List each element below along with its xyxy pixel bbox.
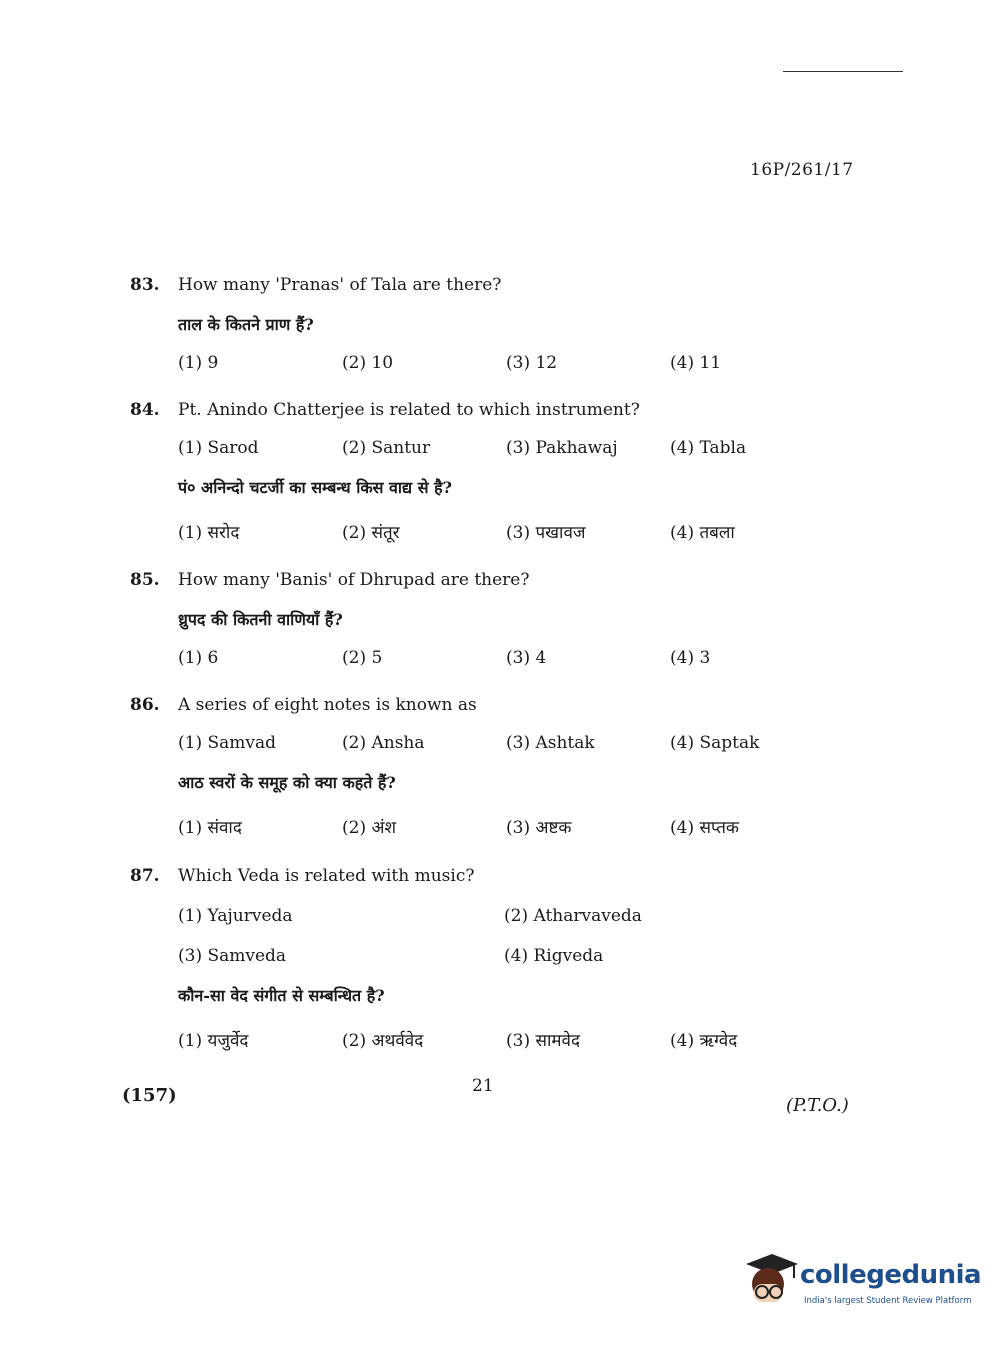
option-1-en: (1) Sarod xyxy=(178,438,259,458)
question-text-hi: ताल के कितने प्राण हैं? xyxy=(178,315,314,334)
question-number: 86. xyxy=(130,695,160,715)
logo-tagline: India's largest Student Review Platform xyxy=(804,1296,972,1306)
question-text-en: Which Veda is related with music? xyxy=(178,866,475,886)
option-1-en: (1) Samvad xyxy=(178,733,277,753)
question-text-en: Pt. Anindo Chatterjee is related to which instrument? xyxy=(178,400,640,420)
question-text-hi: ध्रुपद की कितनी वाणियाँ हैं? xyxy=(178,610,343,629)
question-text-en: How many 'Banis' of Dhrupad are there? xyxy=(178,570,530,590)
option-4-hi: (4) ऋग्वेद xyxy=(670,1031,738,1051)
option-2-en: (2) Atharvaveda xyxy=(504,906,642,926)
question-number: 84. xyxy=(130,400,160,420)
option-3-en: (3) Ashtak xyxy=(506,733,595,753)
option-3-en: (3) Pakhawaj xyxy=(506,438,618,458)
option-2-hi: (2) अथर्ववेद xyxy=(342,1031,424,1051)
option-4-en: (4) Rigveda xyxy=(504,946,604,966)
option-2: (2) 10 xyxy=(342,353,394,373)
top-rule xyxy=(783,71,903,72)
question-87 xyxy=(130,866,830,1058)
option-4-hi: (4) तबला xyxy=(670,523,735,543)
question-text-en: A series of eight notes is known as xyxy=(178,695,477,715)
question-86 xyxy=(130,695,830,845)
question-number: 83. xyxy=(130,275,160,295)
page-number: 21 xyxy=(472,1076,494,1096)
option-3-hi: (3) सामवेद xyxy=(506,1031,581,1051)
option-1-hi: (1) यजुर्वेद xyxy=(178,1031,249,1051)
option-4-en: (4) Tabla xyxy=(670,438,747,458)
option-3: (3) 4 xyxy=(506,648,547,668)
option-4-hi: (4) सप्तक xyxy=(670,818,739,838)
question-text-hi: पं० अनिन्दो चटर्जी का सम्बन्ध किस वाद्य से है? xyxy=(178,478,452,497)
option-4: (4) 11 xyxy=(670,353,722,373)
option-2: (2) 5 xyxy=(342,648,383,668)
option-1-en: (1) Yajurveda xyxy=(178,906,293,926)
option-3-en: (3) Samveda xyxy=(178,946,287,966)
logo-name: collegedunia xyxy=(800,1260,982,1290)
question-text-en: How many 'Pranas' of Tala are there? xyxy=(178,275,502,295)
question-83 xyxy=(130,275,830,383)
paper-code: 16P/261/17 xyxy=(750,160,854,180)
option-2-en: (2) Ansha xyxy=(342,733,425,753)
booklet-code: (157) xyxy=(122,1085,177,1106)
option-2-en: (2) Santur xyxy=(342,438,431,458)
option-2-hi: (2) अंश xyxy=(342,818,397,838)
option-3: (3) 12 xyxy=(506,353,558,373)
option-1: (1) 6 xyxy=(178,648,219,668)
option-1: (1) 9 xyxy=(178,353,219,373)
question-number: 87. xyxy=(130,866,160,886)
option-3-hi: (3) पखावज xyxy=(506,523,586,543)
option-1-hi: (1) सरोद xyxy=(178,523,240,543)
option-3-hi: (3) अष्टक xyxy=(506,818,572,838)
pto-label: (P.T.O.) xyxy=(786,1095,849,1116)
option-1-hi: (1) संवाद xyxy=(178,818,242,838)
question-84 xyxy=(130,400,830,550)
question-85 xyxy=(130,570,830,678)
option-2-hi: (2) संतूर xyxy=(342,523,400,543)
option-4-en: (4) Saptak xyxy=(670,733,760,753)
question-text-hi: आठ स्वरों के समूह को क्या कहते हैं? xyxy=(178,773,396,792)
option-4: (4) 3 xyxy=(670,648,711,668)
question-number: 85. xyxy=(130,570,160,590)
collegedunia-logo xyxy=(742,1250,982,1310)
graduate-mascot-icon xyxy=(742,1250,798,1308)
question-text-hi: कौन-सा वेद संगीत से सम्बन्धित है? xyxy=(178,986,385,1005)
